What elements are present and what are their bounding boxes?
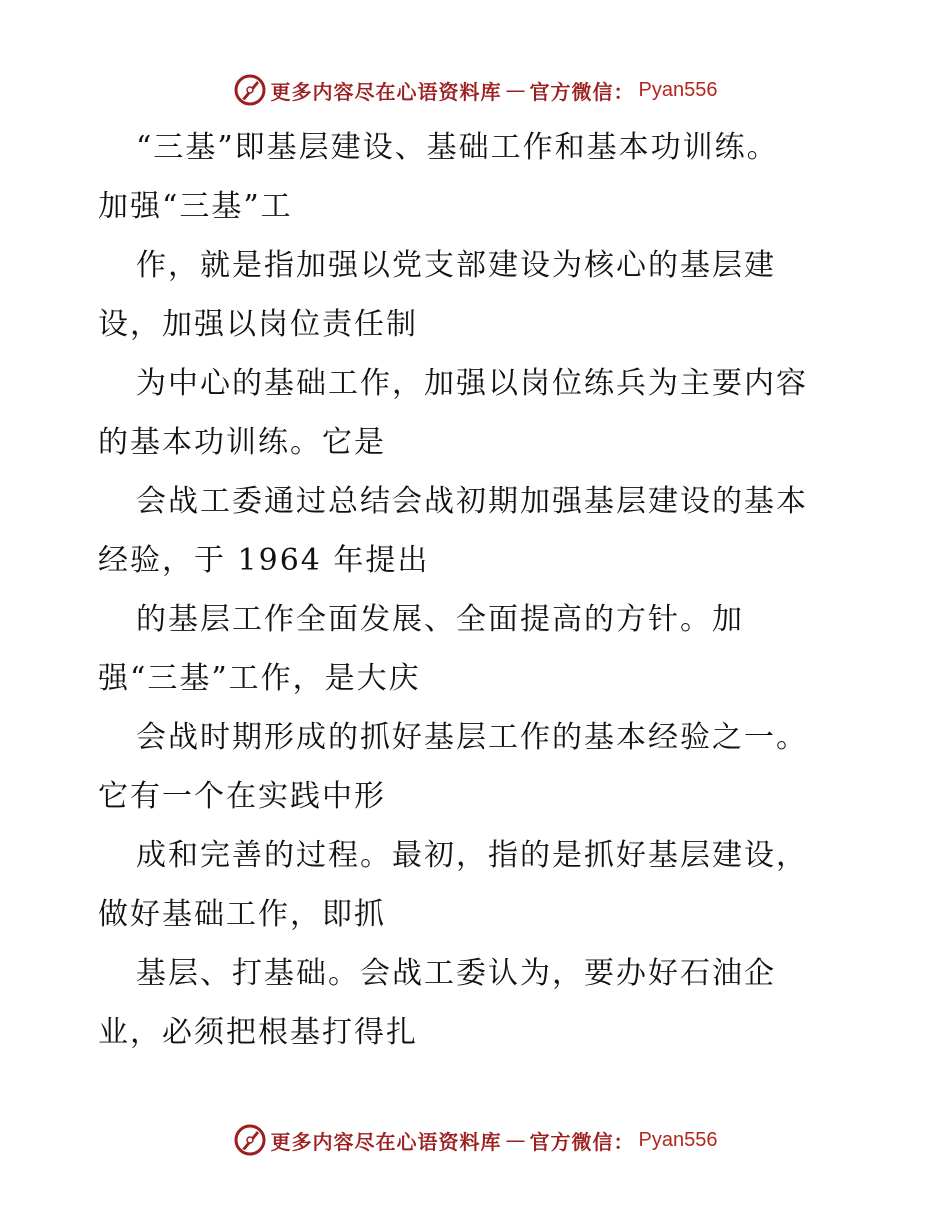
quill-logo-icon <box>233 73 267 107</box>
text-line: 经验，于 1964 年提出 <box>98 543 430 578</box>
header-wechat-id: Pyan556 <box>638 78 718 101</box>
quill-logo-icon <box>233 1123 267 1157</box>
text-line: 设，加强以岗位责任制 <box>98 307 418 342</box>
footer-wechat-label: 官方微信： <box>529 1129 635 1154</box>
text-line: 作，就是指加强以党支部建设为核心的基层建 <box>136 248 776 283</box>
document-body <box>98 118 898 1062</box>
footer-separator: — <box>505 1128 526 1152</box>
header-wechat-label: 官方微信： <box>529 79 635 104</box>
text-line: 它有一个在实践中形 <box>98 779 386 814</box>
text-line: “三基”即基层建设、基础工作和基本功训练。 <box>136 130 779 165</box>
text-line: 成和完善的过程。最初，指的是抓好基层建设， <box>136 838 808 873</box>
header-banner <box>0 70 950 110</box>
footer-brand-text: 更多内容尽在心语资料库 <box>270 1129 502 1154</box>
text-line: 强“三基”工作，是大庆 <box>98 661 421 696</box>
text-line: 的基层工作全面发展、全面提高的方针。加 <box>136 602 744 637</box>
text-line: 做好基础工作，即抓 <box>98 897 386 932</box>
text-line: 为中心的基础工作，加强以岗位练兵为主要内容 <box>136 366 808 401</box>
text-line: 加强“三基”工 <box>98 189 293 224</box>
text-line: 的基本功训练。它是 <box>98 425 386 460</box>
text-line: 业，必须把根基打得扎 <box>98 1015 418 1050</box>
text-line: 会战工委通过总结会战初期加强基层建设的基本 <box>136 484 808 519</box>
text-line: 会战时期形成的抓好基层工作的基本经验之一。 <box>136 720 808 755</box>
footer-wechat-id: Pyan556 <box>638 1128 718 1151</box>
header-brand-text: 更多内容尽在心语资料库 <box>270 79 502 104</box>
text-line: 基层、打基础。会战工委认为，要办好石油企 <box>136 956 776 991</box>
footer-banner <box>0 1120 950 1160</box>
header-separator: — <box>505 78 526 102</box>
